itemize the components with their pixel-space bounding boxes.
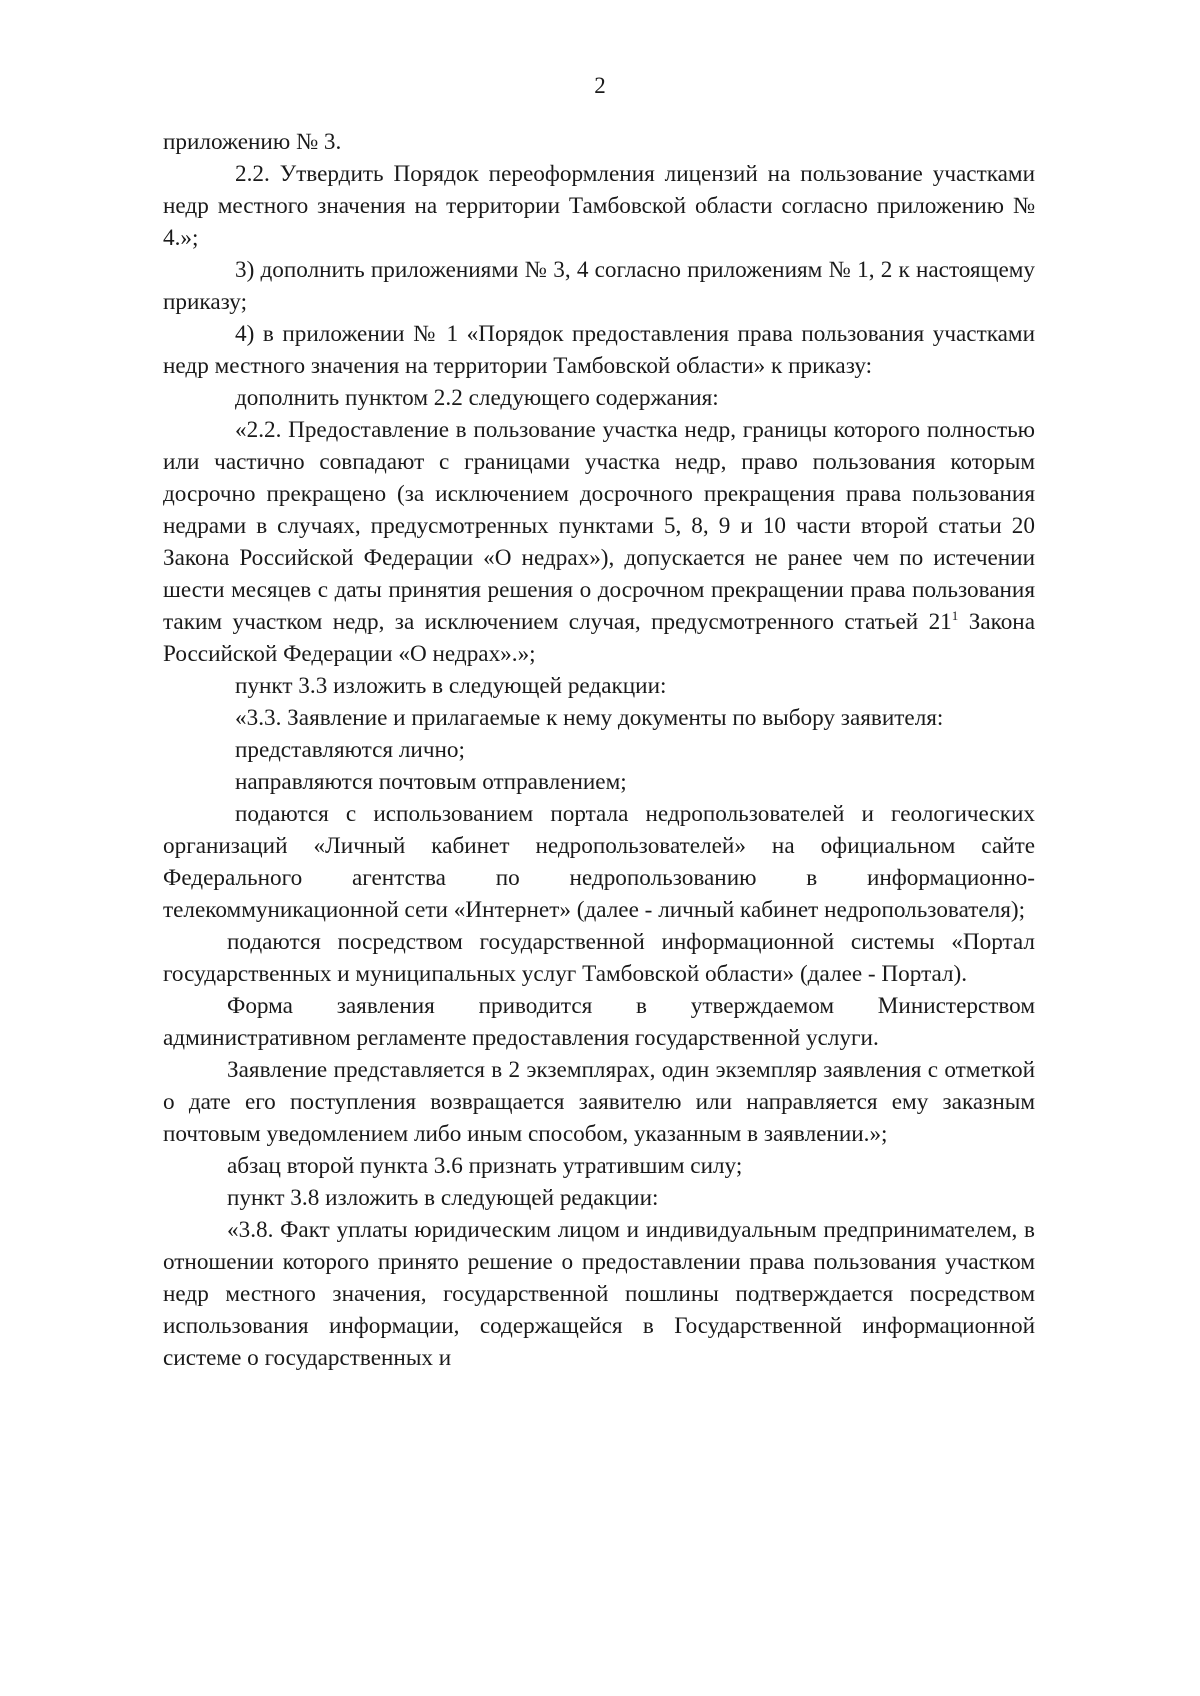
paragraph-amend-3-3: пункт 3.3 изложить в следующей редакции: [235, 673, 667, 699]
paragraph-submit-portal-nedra: подаются с использованием портала недропользователей и геологических организаций «Личный кабинет недропользователей» на официальном сайте Федерального агентства по недропользованию в информационно-телекоммуникационной сети «Интернет» (далее - личный кабинет недропользователя); [163, 801, 1035, 923]
paragraph-add-clause: дополнить пунктом 2.2 следующего содержания: [235, 385, 719, 411]
paragraph-submit-personally: представляются лично; [235, 737, 465, 763]
paragraph-item-4: 4) в приложении № 1 «Порядок предоставления права пользования участками недр местного значения на территории Тамбовской области» к приказу: [163, 321, 1035, 379]
document-body [163, 126, 1035, 1374]
clause-2-2-text: «2.2. Предоставление в пользование участка недр, границы которого полностью или частично совпадают с границами участка недр, право пользования которым досрочно прекращено (за исключением досрочного прекращения права пользования недрами в случаях, предусмотренных пунктами 5, 8, 9 и 10 части второй статьи 20 Закона Российской Федерации «О недрах»), допускается не ранее чем по истечении шести месяцев с даты принятия решения о досрочном прекращении права пользования таким участком недр, за исключением случая, предусмотренного статьей 21 [163, 417, 1035, 635]
paragraph-clause-3-3: «3.3. Заявление и прилагаемые к нему документы по выбору заявителя: [235, 705, 944, 731]
paragraph-item-2-2: 2.2. Утвердить Порядок переоформления лицензий на пользование участками недр местного значения на территории Тамбовской области согласно приложению № 4.»; [163, 161, 1035, 251]
paragraph-continuation: приложению № 3. [163, 129, 342, 155]
paragraph-clause-3-8: «3.8. Факт уплаты юридическим лицом и индивидуальным предпринимателем, в отношении которого принято решение о предоставлении права пользования участком недр местного значения, государственной пошлины подтверждается посредством использования информации, содержащейся в Государственной информационной системе о государственных и [163, 1217, 1035, 1371]
paragraph-submit-portal-gos: подаются посредством государственной информационной системы «Портал государственных и муниципальных услуг Тамбовской области» (далее - Портал). [163, 929, 1035, 987]
clause-2-2-tail: Закона Российской Федерации «О недрах».»; [163, 609, 1035, 667]
paragraph-application-copies: Заявление представляется в 2 экземплярах, один экземпляр заявления с отметкой о дате его поступления возвращается заявителю или направляется ему заказным почтовым уведомлением либо иным способом, указанным в заявлении.»; [163, 1057, 1035, 1147]
paragraph-clause-2-2 [163, 414, 1035, 670]
paragraph-item-3: 3) дополнить приложениями № 3, 4 согласно приложениям № 1, 2 к настоящему приказу; [163, 257, 1035, 315]
paragraph-repeal-3-6: абзац второй пункта 3.6 признать утратившим силу; [227, 1153, 743, 1179]
page-number: 2 [594, 73, 606, 98]
paragraph-application-form: Форма заявления приводится в утверждаемом Министерством административном регламенте предоставления государственной услуги. [163, 993, 1035, 1051]
paragraph-submit-mail: направляются почтовым отправлением; [235, 769, 627, 795]
article-superscript: 1 [951, 608, 959, 623]
paragraph-amend-3-8: пункт 3.8 изложить в следующей редакции: [227, 1185, 659, 1211]
